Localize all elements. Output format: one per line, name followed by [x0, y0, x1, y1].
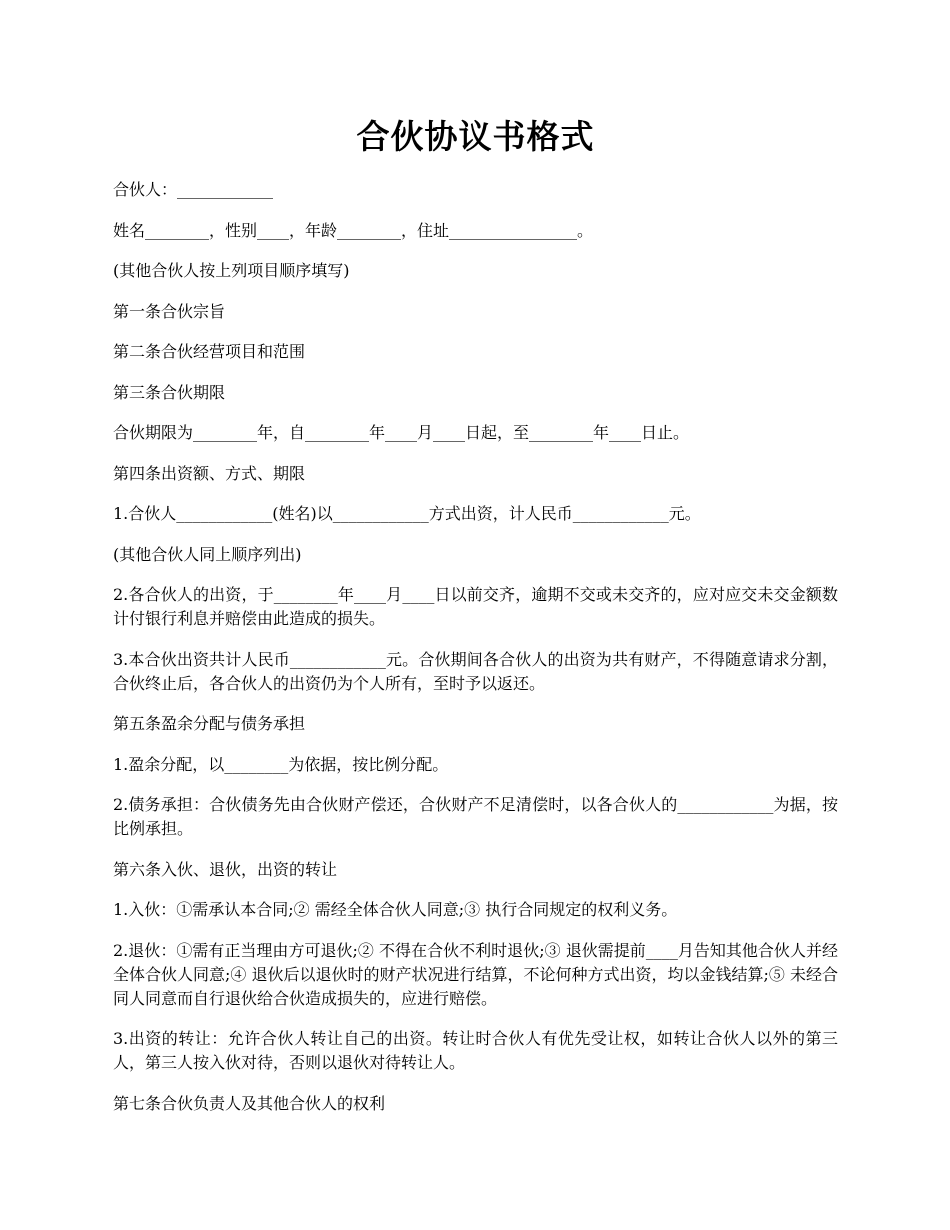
article-1-heading: 第一条合伙宗旨	[113, 301, 226, 321]
article-5-heading: 第五条盈余分配与债务承担	[113, 714, 306, 733]
paragraph-contribution-note: (其他合伙人同上顺序列出)	[113, 544, 302, 564]
article-3-heading: 第三条合伙期限	[113, 382, 226, 402]
paragraph-profit-distribution: 1.盈余分配，以________为依据，按比例分配。	[113, 754, 449, 774]
paragraph-debt-bearing: 2.债务承担：合伙债务先由合伙财产偿还，合伙财产不足清偿时，以各合伙人的____________为据，按比例承担。	[113, 795, 838, 838]
article-6-heading: 第六条入伙、退伙，出资的转让	[113, 859, 338, 879]
paragraph-contribution-2: 2.各合伙人的出资，于________年____月____日以前交齐，逾期不交或未交齐的，应对应交未交金额数计付银行利息并赔偿由此造成的损失。	[113, 585, 838, 628]
article-4-heading: 第四条出资额、方式、期限	[113, 463, 306, 483]
article-2-heading: 第二条合伙经营项目和范围	[113, 342, 306, 361]
paragraph-contribution-1: 1.合伙人____________(姓名)以____________方式出资，计人民币____________元。	[113, 504, 701, 523]
paragraph-partner: 合伙人：____________	[113, 180, 274, 199]
paragraph-other-partners-note: (其他合伙人按上列项目顺序填写)	[113, 261, 350, 280]
paragraph-term: 合伙期限为________年，自________年____月____日起，至________年____日止。	[113, 423, 690, 442]
article-7-heading: 第七条合伙负责人及其他合伙人的权利	[113, 1093, 386, 1113]
paragraph-transfer: 3.出资的转让：允许合伙人转让自己的出资。转让时合伙人有优先受让权，如转让合伙人以外的第三人，第三人按入伙对待，否则以退伙对待转让人。	[113, 1029, 838, 1072]
paragraph-joining: 1.入伙：①需承认本合同;② 需经全体合伙人同意;③ 执行合同规定的权利义务。	[113, 900, 678, 919]
document-body	[113, 178, 838, 1132]
paragraph-partner-info: 姓名________，性别____，年龄________，住址________________。	[113, 220, 594, 240]
paragraph-contribution-3: 3.本合伙出资共计人民币____________元。合伙期间各合伙人的出资为共有财产，不得随意请求分割，合伙终止后，各合伙人的出资仍为个人所有，至时予以返还。	[113, 649, 838, 693]
document-title: 合伙协议书格式	[356, 117, 595, 156]
paragraph-withdrawal: 2.退伙：①需有正当理由方可退伙;② 不得在合伙不利时退伙;③ 退伙需提前____月告知其他合伙人并经全体合伙人同意;④ 退伙后以退伙时的财产状况进行结算，不论何种方式出资，均以金钱结算;⑤ 未经合同人同意而自行退伙给合伙造成损失的，应进行赔偿。	[113, 940, 838, 1008]
